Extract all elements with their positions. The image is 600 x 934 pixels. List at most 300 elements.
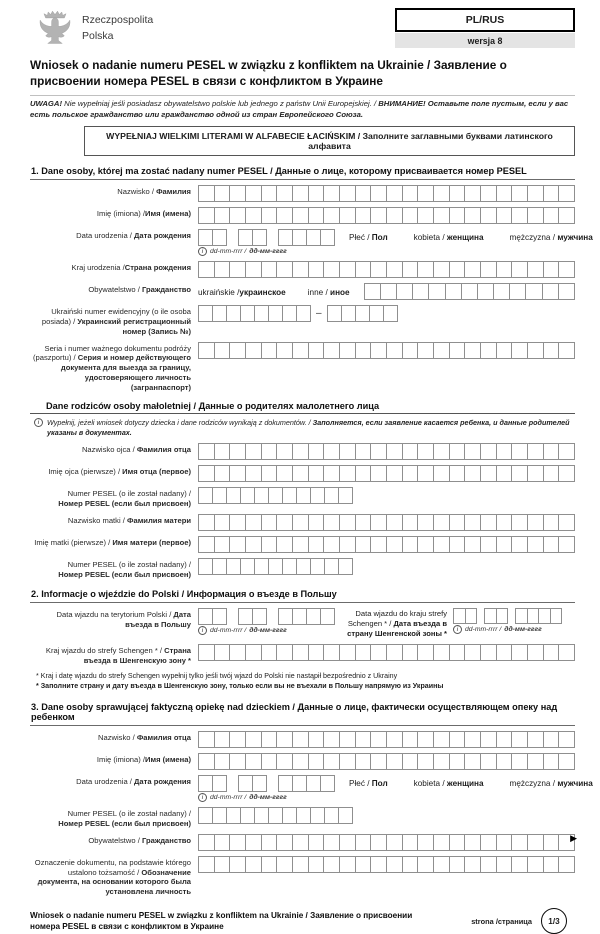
char-box[interactable] bbox=[480, 644, 497, 661]
char-box[interactable] bbox=[214, 514, 231, 531]
char-box[interactable] bbox=[276, 753, 293, 770]
char-box[interactable] bbox=[496, 342, 513, 359]
char-box[interactable] bbox=[198, 261, 215, 278]
char-box[interactable] bbox=[396, 283, 413, 300]
char-box[interactable] bbox=[308, 536, 325, 553]
char-box[interactable] bbox=[543, 261, 560, 278]
char-box[interactable] bbox=[296, 487, 311, 504]
char-box[interactable] bbox=[449, 443, 466, 460]
char-box[interactable] bbox=[402, 342, 419, 359]
char-box[interactable] bbox=[226, 807, 241, 824]
char-box[interactable] bbox=[212, 305, 227, 322]
char-box[interactable] bbox=[240, 305, 255, 322]
char-box[interactable] bbox=[386, 834, 403, 851]
char-box[interactable] bbox=[383, 305, 398, 322]
char-box[interactable] bbox=[323, 856, 340, 873]
char-box[interactable] bbox=[355, 644, 372, 661]
char-box[interactable] bbox=[229, 185, 246, 202]
char-box[interactable] bbox=[245, 731, 262, 748]
char-box[interactable] bbox=[198, 185, 215, 202]
char-box[interactable] bbox=[527, 207, 544, 224]
char-box[interactable] bbox=[339, 644, 356, 661]
char-box[interactable] bbox=[308, 731, 325, 748]
char-box[interactable] bbox=[511, 261, 528, 278]
char-box[interactable] bbox=[527, 856, 544, 873]
char-box[interactable] bbox=[464, 514, 481, 531]
char-box[interactable] bbox=[296, 305, 311, 322]
char-box[interactable] bbox=[511, 536, 528, 553]
char-box[interactable] bbox=[511, 514, 528, 531]
char-box[interactable] bbox=[464, 644, 481, 661]
char-box[interactable] bbox=[212, 608, 227, 625]
char-box[interactable] bbox=[308, 342, 325, 359]
char-box[interactable] bbox=[245, 443, 262, 460]
char-box[interactable] bbox=[320, 775, 335, 792]
char-box[interactable] bbox=[480, 753, 497, 770]
char-box[interactable] bbox=[276, 342, 293, 359]
sex-option-male[interactable]: mężczyzna / мужчина bbox=[509, 779, 593, 789]
char-box[interactable] bbox=[339, 443, 356, 460]
char-box[interactable] bbox=[320, 229, 335, 246]
char-box[interactable] bbox=[355, 207, 372, 224]
char-box[interactable] bbox=[198, 558, 213, 575]
char-box[interactable] bbox=[417, 342, 434, 359]
char-box[interactable] bbox=[296, 807, 311, 824]
char-box[interactable] bbox=[433, 644, 450, 661]
char-box[interactable] bbox=[276, 644, 293, 661]
char-box[interactable] bbox=[543, 834, 560, 851]
char-box[interactable] bbox=[240, 487, 255, 504]
char-box[interactable] bbox=[198, 514, 215, 531]
char-box[interactable] bbox=[480, 514, 497, 531]
char-box[interactable] bbox=[261, 536, 278, 553]
char-box[interactable] bbox=[212, 807, 227, 824]
char-box[interactable] bbox=[323, 753, 340, 770]
char-box[interactable] bbox=[402, 536, 419, 553]
char-box[interactable] bbox=[292, 536, 309, 553]
char-box[interactable] bbox=[386, 342, 403, 359]
citizenship-option-other[interactable]: inne / иное bbox=[307, 287, 350, 297]
char-box[interactable] bbox=[276, 514, 293, 531]
char-box[interactable] bbox=[527, 443, 544, 460]
char-box[interactable] bbox=[370, 443, 387, 460]
char-box[interactable] bbox=[306, 608, 321, 625]
char-box[interactable] bbox=[464, 753, 481, 770]
char-box[interactable] bbox=[496, 731, 513, 748]
char-box[interactable] bbox=[355, 514, 372, 531]
char-box[interactable] bbox=[308, 834, 325, 851]
char-box[interactable] bbox=[282, 807, 297, 824]
surname-input-boxes[interactable] bbox=[198, 185, 575, 202]
char-box[interactable] bbox=[480, 465, 497, 482]
char-box[interactable] bbox=[308, 514, 325, 531]
char-box[interactable] bbox=[278, 775, 293, 792]
char-box[interactable] bbox=[558, 753, 575, 770]
char-box[interactable] bbox=[464, 731, 481, 748]
char-box[interactable] bbox=[245, 856, 262, 873]
char-box[interactable] bbox=[558, 261, 575, 278]
char-box[interactable] bbox=[527, 514, 544, 531]
char-box[interactable] bbox=[493, 283, 510, 300]
char-box[interactable] bbox=[417, 185, 434, 202]
char-box[interactable] bbox=[527, 261, 544, 278]
char-box[interactable] bbox=[511, 465, 528, 482]
char-box[interactable] bbox=[292, 834, 309, 851]
char-box[interactable] bbox=[292, 443, 309, 460]
char-box[interactable] bbox=[355, 261, 372, 278]
char-box[interactable] bbox=[308, 465, 325, 482]
char-box[interactable] bbox=[323, 342, 340, 359]
char-box[interactable] bbox=[464, 207, 481, 224]
char-box[interactable] bbox=[370, 536, 387, 553]
char-box[interactable] bbox=[261, 443, 278, 460]
char-box[interactable] bbox=[449, 207, 466, 224]
char-box[interactable] bbox=[214, 207, 231, 224]
char-box[interactable] bbox=[292, 185, 309, 202]
char-box[interactable] bbox=[558, 536, 575, 553]
char-box[interactable] bbox=[370, 644, 387, 661]
char-box[interactable] bbox=[226, 487, 241, 504]
char-box[interactable] bbox=[386, 207, 403, 224]
char-box[interactable] bbox=[364, 283, 381, 300]
char-box[interactable] bbox=[276, 536, 293, 553]
char-box[interactable] bbox=[276, 465, 293, 482]
char-box[interactable] bbox=[417, 834, 434, 851]
char-box[interactable] bbox=[238, 229, 253, 246]
char-box[interactable] bbox=[198, 834, 215, 851]
char-box[interactable] bbox=[339, 185, 356, 202]
char-box[interactable] bbox=[402, 443, 419, 460]
char-box[interactable] bbox=[477, 283, 494, 300]
char-box[interactable] bbox=[370, 261, 387, 278]
char-box[interactable] bbox=[355, 465, 372, 482]
char-box[interactable] bbox=[226, 305, 241, 322]
char-box[interactable] bbox=[355, 753, 372, 770]
char-box[interactable] bbox=[386, 443, 403, 460]
char-box[interactable] bbox=[323, 644, 340, 661]
char-box[interactable] bbox=[464, 536, 481, 553]
schengen-entry-date-input-boxes[interactable] bbox=[453, 608, 562, 624]
char-box[interactable] bbox=[496, 856, 513, 873]
char-box[interactable] bbox=[229, 342, 246, 359]
char-box[interactable] bbox=[386, 731, 403, 748]
char-box[interactable] bbox=[417, 644, 434, 661]
char-box[interactable] bbox=[245, 536, 262, 553]
char-box[interactable] bbox=[229, 465, 246, 482]
char-box[interactable] bbox=[261, 644, 278, 661]
char-box[interactable] bbox=[542, 283, 559, 300]
char-box[interactable] bbox=[496, 443, 513, 460]
mother-surname-input-boxes[interactable] bbox=[198, 514, 575, 531]
char-box[interactable] bbox=[306, 775, 321, 792]
char-box[interactable] bbox=[254, 558, 269, 575]
char-box[interactable] bbox=[369, 305, 384, 322]
char-box[interactable] bbox=[511, 753, 528, 770]
char-box[interactable] bbox=[496, 185, 513, 202]
char-box[interactable] bbox=[229, 443, 246, 460]
char-box[interactable] bbox=[261, 342, 278, 359]
char-box[interactable] bbox=[214, 536, 231, 553]
char-box[interactable] bbox=[433, 342, 450, 359]
char-box[interactable] bbox=[292, 342, 309, 359]
char-box[interactable] bbox=[214, 644, 231, 661]
char-box[interactable] bbox=[527, 834, 544, 851]
char-box[interactable] bbox=[339, 261, 356, 278]
char-box[interactable] bbox=[445, 283, 462, 300]
char-box[interactable] bbox=[543, 644, 560, 661]
char-box[interactable] bbox=[386, 185, 403, 202]
citizenship-option-ukrainian[interactable]: ukraińskie /украинское bbox=[198, 287, 286, 297]
char-box[interactable] bbox=[558, 443, 575, 460]
char-box[interactable] bbox=[543, 342, 560, 359]
char-box[interactable] bbox=[496, 753, 513, 770]
char-box[interactable] bbox=[355, 305, 370, 322]
char-box[interactable] bbox=[261, 514, 278, 531]
char-box[interactable] bbox=[276, 185, 293, 202]
char-box[interactable] bbox=[324, 558, 339, 575]
char-box[interactable] bbox=[355, 536, 372, 553]
char-box[interactable] bbox=[355, 185, 372, 202]
char-box[interactable] bbox=[292, 856, 309, 873]
char-box[interactable] bbox=[292, 465, 309, 482]
char-box[interactable] bbox=[212, 775, 227, 792]
char-box[interactable] bbox=[245, 261, 262, 278]
char-box[interactable] bbox=[278, 229, 293, 246]
char-box[interactable] bbox=[238, 608, 253, 625]
char-box[interactable] bbox=[386, 261, 403, 278]
poland-entry-date-input-boxes[interactable] bbox=[198, 608, 335, 625]
char-box[interactable] bbox=[370, 185, 387, 202]
char-box[interactable] bbox=[449, 514, 466, 531]
char-box[interactable] bbox=[386, 465, 403, 482]
char-box[interactable] bbox=[480, 856, 497, 873]
char-box[interactable] bbox=[496, 514, 513, 531]
char-box[interactable] bbox=[292, 261, 309, 278]
char-box[interactable] bbox=[428, 283, 445, 300]
char-box[interactable] bbox=[268, 305, 283, 322]
char-box[interactable] bbox=[339, 207, 356, 224]
char-box[interactable] bbox=[212, 487, 227, 504]
char-box[interactable] bbox=[306, 229, 321, 246]
char-box[interactable] bbox=[240, 558, 255, 575]
char-box[interactable] bbox=[252, 608, 267, 625]
char-box[interactable] bbox=[464, 834, 481, 851]
char-box[interactable] bbox=[464, 261, 481, 278]
guardian-birth-date-input-boxes[interactable] bbox=[198, 775, 335, 792]
char-box[interactable] bbox=[449, 856, 466, 873]
char-box[interactable] bbox=[320, 608, 335, 625]
char-box[interactable] bbox=[543, 856, 560, 873]
char-box[interactable] bbox=[496, 834, 513, 851]
char-box[interactable] bbox=[433, 856, 450, 873]
char-box[interactable] bbox=[245, 342, 262, 359]
char-box[interactable] bbox=[198, 229, 213, 246]
char-box[interactable] bbox=[198, 775, 213, 792]
char-box[interactable] bbox=[402, 753, 419, 770]
char-box[interactable] bbox=[214, 342, 231, 359]
char-box[interactable] bbox=[527, 536, 544, 553]
char-box[interactable] bbox=[323, 185, 340, 202]
char-box[interactable] bbox=[245, 834, 262, 851]
char-box[interactable] bbox=[308, 207, 325, 224]
char-box[interactable] bbox=[212, 229, 227, 246]
char-box[interactable] bbox=[511, 644, 528, 661]
char-box[interactable] bbox=[323, 834, 340, 851]
char-box[interactable] bbox=[558, 644, 575, 661]
given-names-input-boxes[interactable] bbox=[198, 207, 575, 224]
char-box[interactable] bbox=[550, 608, 563, 624]
char-box[interactable] bbox=[323, 536, 340, 553]
char-box[interactable] bbox=[323, 261, 340, 278]
char-box[interactable] bbox=[558, 731, 575, 748]
char-box[interactable] bbox=[198, 807, 213, 824]
char-box[interactable] bbox=[402, 465, 419, 482]
char-box[interactable] bbox=[338, 487, 353, 504]
char-box[interactable] bbox=[433, 465, 450, 482]
char-box[interactable] bbox=[558, 856, 575, 873]
char-box[interactable] bbox=[338, 807, 353, 824]
char-box[interactable] bbox=[308, 185, 325, 202]
char-box[interactable] bbox=[339, 753, 356, 770]
guardian-given-names-input-boxes[interactable] bbox=[198, 753, 575, 770]
char-box[interactable] bbox=[433, 731, 450, 748]
char-box[interactable] bbox=[245, 753, 262, 770]
char-box[interactable] bbox=[339, 514, 356, 531]
char-box[interactable] bbox=[496, 644, 513, 661]
char-box[interactable] bbox=[464, 856, 481, 873]
char-box[interactable] bbox=[543, 731, 560, 748]
char-box[interactable] bbox=[323, 465, 340, 482]
char-box[interactable] bbox=[214, 731, 231, 748]
char-box[interactable] bbox=[449, 261, 466, 278]
guardian-citizenship-input-boxes[interactable] bbox=[198, 834, 575, 851]
char-box[interactable] bbox=[433, 261, 450, 278]
char-box[interactable] bbox=[292, 229, 307, 246]
char-box[interactable] bbox=[449, 185, 466, 202]
char-box[interactable] bbox=[558, 207, 575, 224]
char-box[interactable] bbox=[417, 465, 434, 482]
char-box[interactable] bbox=[527, 465, 544, 482]
char-box[interactable] bbox=[338, 558, 353, 575]
char-box[interactable] bbox=[558, 342, 575, 359]
char-box[interactable] bbox=[276, 856, 293, 873]
identity-document-input-boxes[interactable] bbox=[198, 856, 575, 873]
ukrainian-id-number-input-boxes[interactable] bbox=[198, 305, 398, 322]
char-box[interactable] bbox=[310, 558, 325, 575]
char-box[interactable] bbox=[268, 558, 283, 575]
char-box[interactable] bbox=[417, 731, 434, 748]
char-box[interactable] bbox=[229, 834, 246, 851]
char-box[interactable] bbox=[261, 834, 278, 851]
char-box[interactable] bbox=[282, 305, 297, 322]
char-box[interactable] bbox=[310, 487, 325, 504]
char-box[interactable] bbox=[417, 753, 434, 770]
char-box[interactable] bbox=[261, 856, 278, 873]
char-box[interactable] bbox=[511, 731, 528, 748]
char-box[interactable] bbox=[509, 283, 526, 300]
char-box[interactable] bbox=[449, 834, 466, 851]
char-box[interactable] bbox=[268, 807, 283, 824]
char-box[interactable] bbox=[310, 807, 325, 824]
char-box[interactable] bbox=[214, 753, 231, 770]
char-box[interactable] bbox=[245, 514, 262, 531]
char-box[interactable] bbox=[229, 536, 246, 553]
char-box[interactable] bbox=[386, 753, 403, 770]
char-box[interactable] bbox=[339, 465, 356, 482]
char-box[interactable] bbox=[198, 644, 215, 661]
char-box[interactable] bbox=[543, 443, 560, 460]
char-box[interactable] bbox=[511, 207, 528, 224]
char-box[interactable] bbox=[245, 185, 262, 202]
char-box[interactable] bbox=[449, 753, 466, 770]
char-box[interactable] bbox=[558, 465, 575, 482]
char-box[interactable] bbox=[261, 261, 278, 278]
char-box[interactable] bbox=[480, 185, 497, 202]
char-box[interactable] bbox=[496, 261, 513, 278]
char-box[interactable] bbox=[386, 856, 403, 873]
char-box[interactable] bbox=[245, 644, 262, 661]
char-box[interactable] bbox=[511, 856, 528, 873]
char-box[interactable] bbox=[214, 856, 231, 873]
citizenship-other-input-boxes[interactable] bbox=[364, 283, 575, 300]
char-box[interactable] bbox=[323, 443, 340, 460]
char-box[interactable] bbox=[198, 207, 215, 224]
char-box[interactable] bbox=[412, 283, 429, 300]
mother-pesel-input-boxes[interactable] bbox=[198, 558, 353, 575]
char-box[interactable] bbox=[496, 536, 513, 553]
char-box[interactable] bbox=[261, 465, 278, 482]
char-box[interactable] bbox=[386, 536, 403, 553]
mother-first-name-input-boxes[interactable] bbox=[198, 536, 575, 553]
char-box[interactable] bbox=[252, 775, 267, 792]
char-box[interactable] bbox=[464, 342, 481, 359]
char-box[interactable] bbox=[282, 558, 297, 575]
char-box[interactable] bbox=[308, 856, 325, 873]
char-box[interactable] bbox=[480, 342, 497, 359]
char-box[interactable] bbox=[324, 487, 339, 504]
char-box[interactable] bbox=[527, 644, 544, 661]
travel-document-input-boxes[interactable] bbox=[198, 342, 575, 359]
char-box[interactable] bbox=[527, 342, 544, 359]
char-box[interactable] bbox=[386, 644, 403, 661]
birth-date-input-boxes[interactable] bbox=[198, 229, 335, 246]
char-box[interactable] bbox=[402, 185, 419, 202]
char-box[interactable] bbox=[417, 536, 434, 553]
char-box[interactable] bbox=[433, 185, 450, 202]
char-box[interactable] bbox=[355, 834, 372, 851]
char-box[interactable] bbox=[370, 207, 387, 224]
char-box[interactable] bbox=[296, 558, 311, 575]
char-box[interactable] bbox=[341, 305, 356, 322]
char-box[interactable] bbox=[511, 342, 528, 359]
char-box[interactable] bbox=[323, 731, 340, 748]
char-box[interactable] bbox=[433, 207, 450, 224]
char-box[interactable] bbox=[268, 487, 283, 504]
char-box[interactable] bbox=[461, 283, 478, 300]
char-box[interactable] bbox=[339, 731, 356, 748]
father-surname-input-boxes[interactable] bbox=[198, 443, 575, 460]
char-box[interactable] bbox=[198, 856, 215, 873]
char-box[interactable] bbox=[464, 443, 481, 460]
char-box[interactable] bbox=[278, 608, 293, 625]
char-box[interactable] bbox=[276, 261, 293, 278]
char-box[interactable] bbox=[355, 731, 372, 748]
char-box[interactable] bbox=[198, 608, 213, 625]
char-box[interactable] bbox=[370, 514, 387, 531]
char-box[interactable] bbox=[386, 514, 403, 531]
char-box[interactable] bbox=[276, 731, 293, 748]
char-box[interactable] bbox=[543, 465, 560, 482]
